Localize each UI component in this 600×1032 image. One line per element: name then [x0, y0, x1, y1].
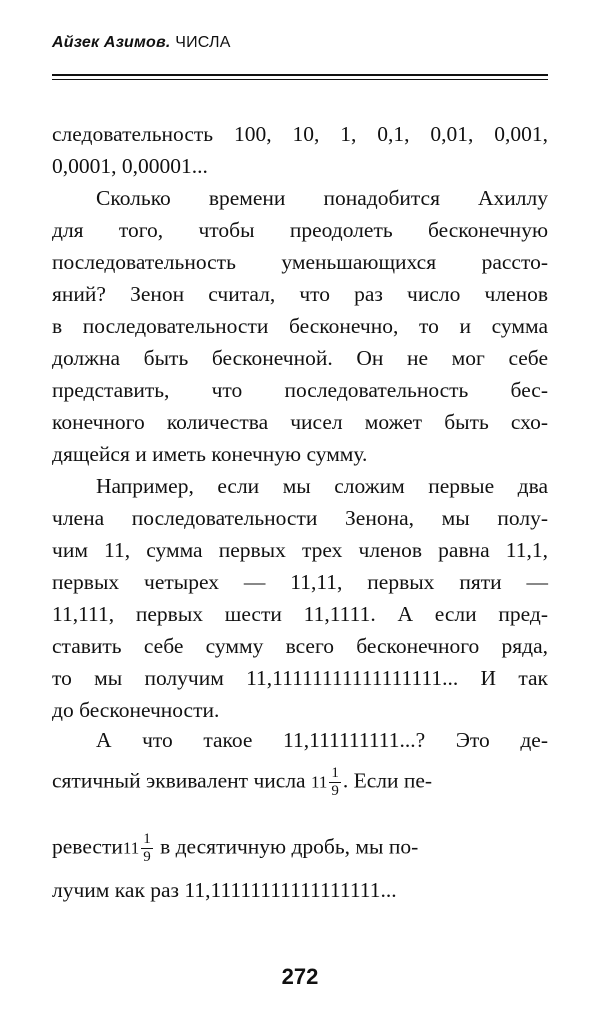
- mixed-number-whole: 11: [122, 838, 140, 858]
- text-line: дящейся и иметь конечную сумму.: [52, 442, 368, 466]
- fraction-numerator: 1: [331, 765, 339, 781]
- header-rule-thick: [52, 74, 548, 76]
- text-line: следовательность 100, 10, 1, 0,1, 0,01, 0,001,: [52, 122, 548, 146]
- text-line: 0,0001, 0,00001...: [52, 154, 208, 178]
- text-line-fraction: [52, 766, 548, 799]
- text-line: до бесконечности.: [52, 698, 220, 722]
- text-line: 11,111, первых шести 11,1111. А если пред-: [52, 602, 548, 626]
- fraction: [141, 832, 153, 865]
- page-number: 272: [281, 964, 319, 989]
- fraction-numerator: 1: [143, 831, 151, 847]
- text-segment: . Если пе-: [342, 768, 433, 793]
- text-line: члена последовательности Зенона, мы полу-: [52, 506, 548, 530]
- text-line-fraction: [52, 832, 548, 865]
- fraction: [329, 766, 341, 799]
- mixed-number-whole: 11: [310, 772, 328, 792]
- text-line: последовательность уменьшающихся рассто-: [52, 250, 548, 274]
- text-line: представить, что последовательность бес-: [52, 378, 548, 402]
- text-line: должна быть бесконечной. Он не мог себе: [52, 346, 548, 370]
- text-line: конечного количества чисел может быть схо-: [52, 410, 548, 434]
- text-segment: в десятичную дробь, мы по-: [160, 834, 419, 859]
- text-line: лучим как раз 11,11111111111111111...: [52, 878, 397, 902]
- text-line: Сколько времени понадобится Ахиллу: [96, 186, 548, 210]
- text-line: чим 11, сумма первых трех членов равна 11,1,: [52, 538, 548, 562]
- text-line: Например, если мы сложим первые два: [96, 474, 548, 498]
- running-header: [52, 34, 231, 52]
- text-line: яний? Зенон считал, что раз число членов: [52, 282, 548, 306]
- fraction-denominator: 9: [143, 849, 151, 865]
- header-rule-thin: [52, 79, 548, 80]
- text-line: в последовательности бесконечно, то и сумма: [52, 314, 548, 338]
- text-line: то мы получим 11,11111111111111111... И так: [52, 666, 548, 690]
- text-line: ставить себе сумму всего бесконечного ряда,: [52, 634, 548, 658]
- text-segment: сятичный эквивалент числа: [52, 768, 306, 793]
- text-line: для того, чтобы преодолеть бесконечную: [52, 218, 548, 242]
- fraction-denominator: 9: [331, 783, 339, 799]
- header-title: ЧИСЛА: [175, 34, 231, 51]
- text-line: первых четырех — 11,11, первых пяти —: [52, 570, 548, 594]
- header-author: Айзек Азимов.: [52, 34, 171, 51]
- text-segment: ревести: [52, 834, 123, 859]
- text-line: А что такое 11,111111111...? Это де-: [96, 728, 548, 752]
